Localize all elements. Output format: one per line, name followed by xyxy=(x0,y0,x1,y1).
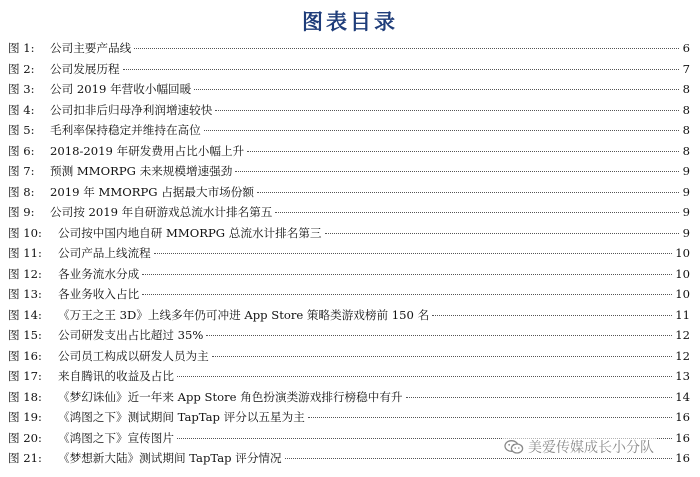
toc-entry[interactable] xyxy=(8,184,690,205)
page-number: 10 xyxy=(675,246,690,260)
dot-leader xyxy=(194,89,679,90)
figure-title: 《鸿图之下》宣传图片 xyxy=(58,430,174,445)
toc-entry[interactable] xyxy=(8,102,690,123)
page-number: 9 xyxy=(682,225,690,240)
figure-title: 公司按中国内地自研 MMORPG 总流水计排名第三 xyxy=(58,225,322,240)
page-number: 8 xyxy=(682,123,690,137)
figure-number: 图 13: xyxy=(8,287,42,301)
toc-entry[interactable] xyxy=(8,286,690,307)
wechat-icon xyxy=(504,439,524,455)
figure-number: 图 16: xyxy=(8,348,42,363)
figure-number: 图 2: xyxy=(8,61,35,76)
toc-entry[interactable] xyxy=(8,266,690,287)
toc-entry[interactable] xyxy=(8,163,690,184)
page-number: 7 xyxy=(682,61,690,76)
figure-title: 《万王之王 3D》上线多年仍可冲进 App Store 策略类游戏榜前 150 名 xyxy=(58,307,430,322)
figure-number: 图 5: xyxy=(8,123,35,137)
toc-entry[interactable] xyxy=(8,122,690,143)
page-number: 14 xyxy=(675,389,690,404)
figure-number: 图 3: xyxy=(8,82,35,96)
figure-number: 图 7: xyxy=(8,164,35,178)
page-number: 12 xyxy=(675,328,690,342)
figure-title: 公司发展历程 xyxy=(50,61,120,76)
page-number: 9 xyxy=(682,184,690,199)
page-number: 9 xyxy=(682,164,690,178)
toc-entry[interactable] xyxy=(8,389,690,410)
page-number: 9 xyxy=(682,205,690,219)
toc-entry[interactable] xyxy=(8,143,690,164)
dot-leader xyxy=(275,212,679,213)
figure-number: 图 19: xyxy=(8,410,42,424)
figure-number: 图 10: xyxy=(8,225,42,240)
dot-leader xyxy=(123,69,679,70)
toc-entry[interactable] xyxy=(8,61,690,82)
dot-leader xyxy=(206,335,672,336)
figure-title: 公司产品上线流程 xyxy=(58,246,151,260)
figure-number: 图 8: xyxy=(8,184,35,199)
figure-title: 预测 MMORPG 未来规模增速强劲 xyxy=(50,164,233,178)
figure-title: 公司研发支出占比超过 35% xyxy=(58,328,204,342)
dot-leader xyxy=(212,356,673,357)
page-number: 13 xyxy=(675,369,690,383)
page-title: 图表目录 xyxy=(302,10,398,34)
dot-leader xyxy=(142,274,672,275)
toc-entry[interactable] xyxy=(8,204,690,225)
dot-leader xyxy=(177,376,672,377)
dot-leader xyxy=(325,233,679,234)
page-number: 12 xyxy=(675,348,690,363)
toc-entry[interactable] xyxy=(8,307,690,328)
toc-entry[interactable] xyxy=(8,245,690,266)
page-number: 10 xyxy=(675,287,690,301)
figure-title: 2018-2019 年研发费用占比小幅上升 xyxy=(50,143,245,158)
figure-title: 2019 年 MMORPG 占据最大市场份额 xyxy=(50,184,254,199)
figure-number: 图 17: xyxy=(8,369,42,383)
figure-title: 各业务收入占比 xyxy=(58,287,140,301)
figure-title: 《鸿图之下》测试期间 TapTap 评分以五星为主 xyxy=(58,410,305,424)
toc-entry[interactable] xyxy=(8,327,690,348)
figure-title: 公司按 2019 年自研游戏总流水计排名第五 xyxy=(50,205,273,219)
page-number: 8 xyxy=(682,143,690,158)
page-number: 16 xyxy=(675,430,690,445)
page-number: 16 xyxy=(675,451,690,465)
dot-leader xyxy=(142,294,672,295)
figure-number: 图 21: xyxy=(8,451,42,465)
figure-number: 图 4: xyxy=(8,102,35,117)
watermark-text: 美爱传媒成长小分队 xyxy=(528,440,654,456)
figure-number: 图 14: xyxy=(8,307,42,322)
watermark xyxy=(502,437,656,457)
figure-number: 图 20: xyxy=(8,430,42,445)
page-number: 8 xyxy=(682,102,690,117)
figure-number: 图 1: xyxy=(8,41,35,55)
toc-entry[interactable] xyxy=(8,348,690,369)
dot-leader xyxy=(285,458,673,459)
dot-leader xyxy=(257,192,679,193)
figure-number: 图 9: xyxy=(8,205,35,219)
toc-entry[interactable] xyxy=(8,409,690,430)
figure-number: 图 18: xyxy=(8,389,42,404)
toc-entry[interactable] xyxy=(8,225,690,246)
dot-leader xyxy=(235,171,679,172)
dot-leader xyxy=(247,151,679,152)
page-number: 16 xyxy=(675,410,690,424)
page-number: 11 xyxy=(675,307,690,322)
figure-title: 《梦想新大陆》测试期间 TapTap 评分情况 xyxy=(58,451,282,465)
figure-title: 《梦幻诛仙》近一年来 App Store 角色扮演类游戏排行榜稳中有升 xyxy=(58,389,403,404)
dot-leader xyxy=(154,253,672,254)
toc-entry[interactable] xyxy=(8,40,690,61)
figure-title: 公司主要产品线 xyxy=(50,41,132,55)
figure-title: 毛利率保持稳定并维持在高位 xyxy=(50,123,201,137)
figure-number: 图 11: xyxy=(8,246,42,260)
figure-title: 各业务流水分成 xyxy=(58,266,140,281)
page-number: 6 xyxy=(682,41,690,55)
dot-leader xyxy=(204,130,679,131)
dot-leader xyxy=(432,315,672,316)
figure-title: 公司扣非后归母净利润增速较快 xyxy=(50,102,213,117)
figure-title: 公司 2019 年营收小幅回暖 xyxy=(50,82,192,96)
figure-title: 来自腾讯的收益及占比 xyxy=(58,369,174,383)
dot-leader xyxy=(215,110,679,111)
figure-number: 图 6: xyxy=(8,143,35,158)
dot-leader xyxy=(134,48,679,49)
figure-title: 公司员工构成以研发人员为主 xyxy=(58,348,209,363)
figure-number: 图 15: xyxy=(8,328,42,342)
toc-entry[interactable] xyxy=(8,368,690,389)
figure-toc xyxy=(8,40,690,471)
dot-leader xyxy=(406,397,673,398)
page-number: 10 xyxy=(675,266,690,281)
page-number: 8 xyxy=(682,82,690,96)
toc-entry[interactable] xyxy=(8,81,690,102)
figure-number: 图 12: xyxy=(8,266,42,281)
dot-leader xyxy=(308,417,672,418)
